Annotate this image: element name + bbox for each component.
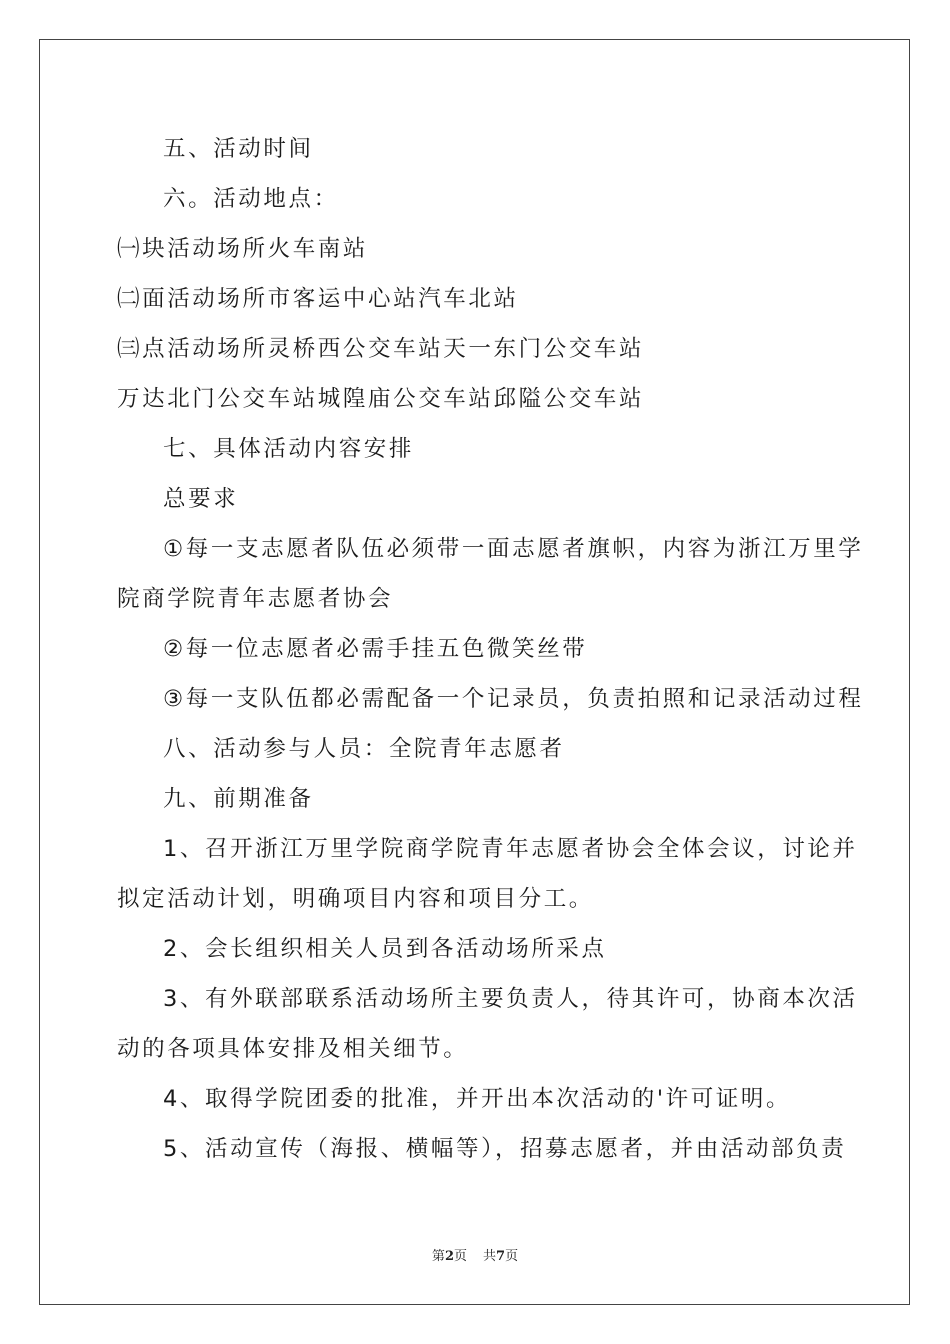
paragraph-line: ③每一支队伍都必需配备一个记录员，负责拍照和记录活动过程	[163, 686, 864, 712]
paragraph-line: 五、活动时间	[163, 136, 314, 162]
page-footer	[0, 1245, 950, 1264]
paragraph-line: 院商学院青年志愿者协会	[117, 586, 394, 612]
paragraph-line: 六。活动地点：	[163, 186, 339, 212]
paragraph-line: ②每一位志愿者必需手挂五色微笑丝带	[163, 636, 588, 662]
paragraph-line: 1、召开浙江万里学院商学院青年志愿者协会全体会议，讨论并	[163, 836, 858, 862]
paragraph-line: 九、前期准备	[163, 786, 314, 812]
paragraph-line: 动的各项具体安排及相关细节。	[117, 1036, 469, 1062]
paragraph-line: ㈠块活动场所火车南站	[117, 236, 369, 262]
paragraph-line: 万达北门公交车站城隍庙公交车站邱隘公交车站	[117, 386, 645, 412]
total-pages-suffix: 页	[505, 1249, 519, 1264]
document-body	[117, 124, 864, 1174]
paragraph-line: 2、会长组织相关人员到各活动场所采点	[163, 936, 607, 962]
paragraph-line: 总要求	[163, 486, 239, 512]
page-number-suffix: 页	[453, 1249, 467, 1264]
page-number: 2	[444, 1249, 454, 1264]
page-number-prefix: 第	[431, 1249, 445, 1264]
paragraph-line: ㈢点活动场所灵桥西公交车站天一东门公交车站	[117, 336, 645, 362]
paragraph-line: 七、具体活动内容安排	[163, 436, 415, 462]
paragraph-line: 5、活动宣传（海报、横幅等），招募志愿者，并由活动部负责	[163, 1136, 847, 1162]
paragraph-line: 八、活动参与人员：全院青年志愿者	[163, 736, 565, 762]
paragraph-line: ①每一支志愿者队伍必须带一面志愿者旗帜，内容为浙江万里学	[163, 536, 864, 562]
paragraph-line: 4、取得学院团委的批准，并开出本次活动的'许可证明。	[163, 1086, 792, 1112]
total-pages-prefix: 共	[483, 1249, 497, 1264]
paragraph-line: ㈡面活动场所市客运中心站汽车北站	[117, 286, 519, 312]
paragraph-line: 3、有外联部联系活动场所主要负责人，待其许可，协商本次活	[163, 986, 858, 1012]
paragraph-line: 拟定活动计划，明确项目内容和项目分工。	[117, 886, 594, 912]
total-pages: 7	[496, 1249, 506, 1264]
